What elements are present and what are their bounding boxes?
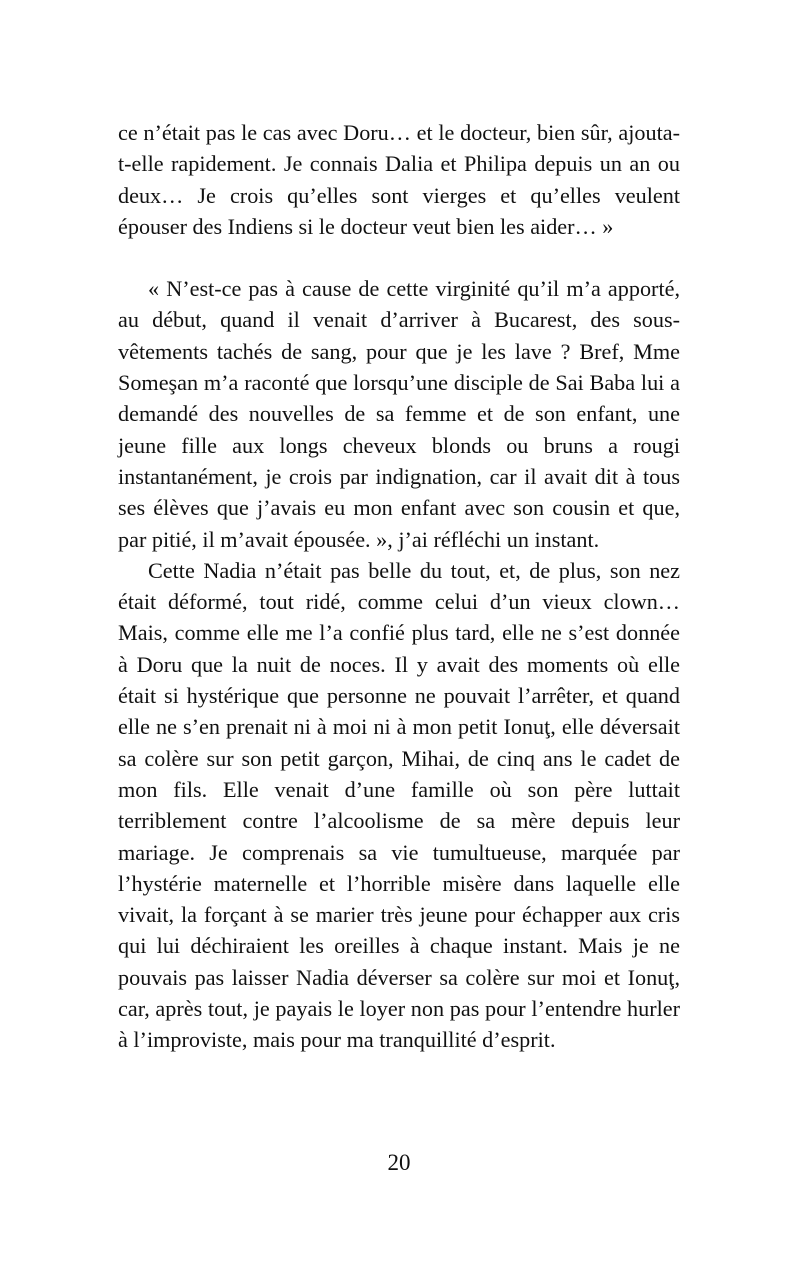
page-body xyxy=(118,117,680,1056)
paragraph-2: « N’est-ce pas à cause de cette virginité qu’il m’a apporté, au début, quand il venait d’arriver à Bucarest, des sous-vêtements tachés de sang, pour que je les lave ? Bref, Mme Someşan m’a raconté que lorsqu’une disciple de Sai Baba lui a demandé des nouvelles de sa femme et de son enfant, une jeune fille aux longs cheveux blonds ou bruns a rougi instantanément, je crois par indignation, car il avait dit à tous ses élèves que j’avais eu mon enfant avec son cousin et que, par pitié, il m’avait épousée. », j’ai réfléchi un instant. xyxy=(118,276,680,552)
paragraph-1: ce n’était pas le cas avec Doru… et le docteur, bien sûr, ajouta-t-elle rapidement. Je connais Dalia et Philipa depuis un an ou deux… Je crois qu’elles sont vierges et qu’elles veulent épouser des Indiens si le docteur veut bien les aider… » xyxy=(118,120,680,239)
page-number: 20 xyxy=(387,1150,411,1175)
paragraph-3: Cette Nadia n’était pas belle du tout, et, de plus, son nez était déformé, tout ridé, comme celui d’un vieux clown… Mais, comme elle me l’a confié plus tard, elle ne s’est donnée à Doru que la nuit de noces. Il y avait des moments où elle était si hystérique que personne ne pouvait l’arrêter, et quand elle ne s’en prenait ni à moi ni à mon petit Ionuţ, elle déversait sa colère sur son petit garçon, Mihai, de cinq ans le cadet de mon fils. Elle venait d’une famille où son père luttait terriblement contre l’alcoolisme de sa mère depuis leur mariage. Je comprenais sa vie tumultueuse, marquée par l’hystérie maternelle et l’horrible misère dans laquelle elle vivait, la forçant à se marier très jeune pour échapper aux cris qui lui déchiraient les oreilles à chaque instant. Mais je ne pouvais pas laisser Nadia déverser sa colère sur moi et Ionuţ, car, après tout, je payais le loyer non pas pour l’entendre hurler à l’improviste, mais pour ma tranquillité d’esprit. xyxy=(118,557,680,1053)
